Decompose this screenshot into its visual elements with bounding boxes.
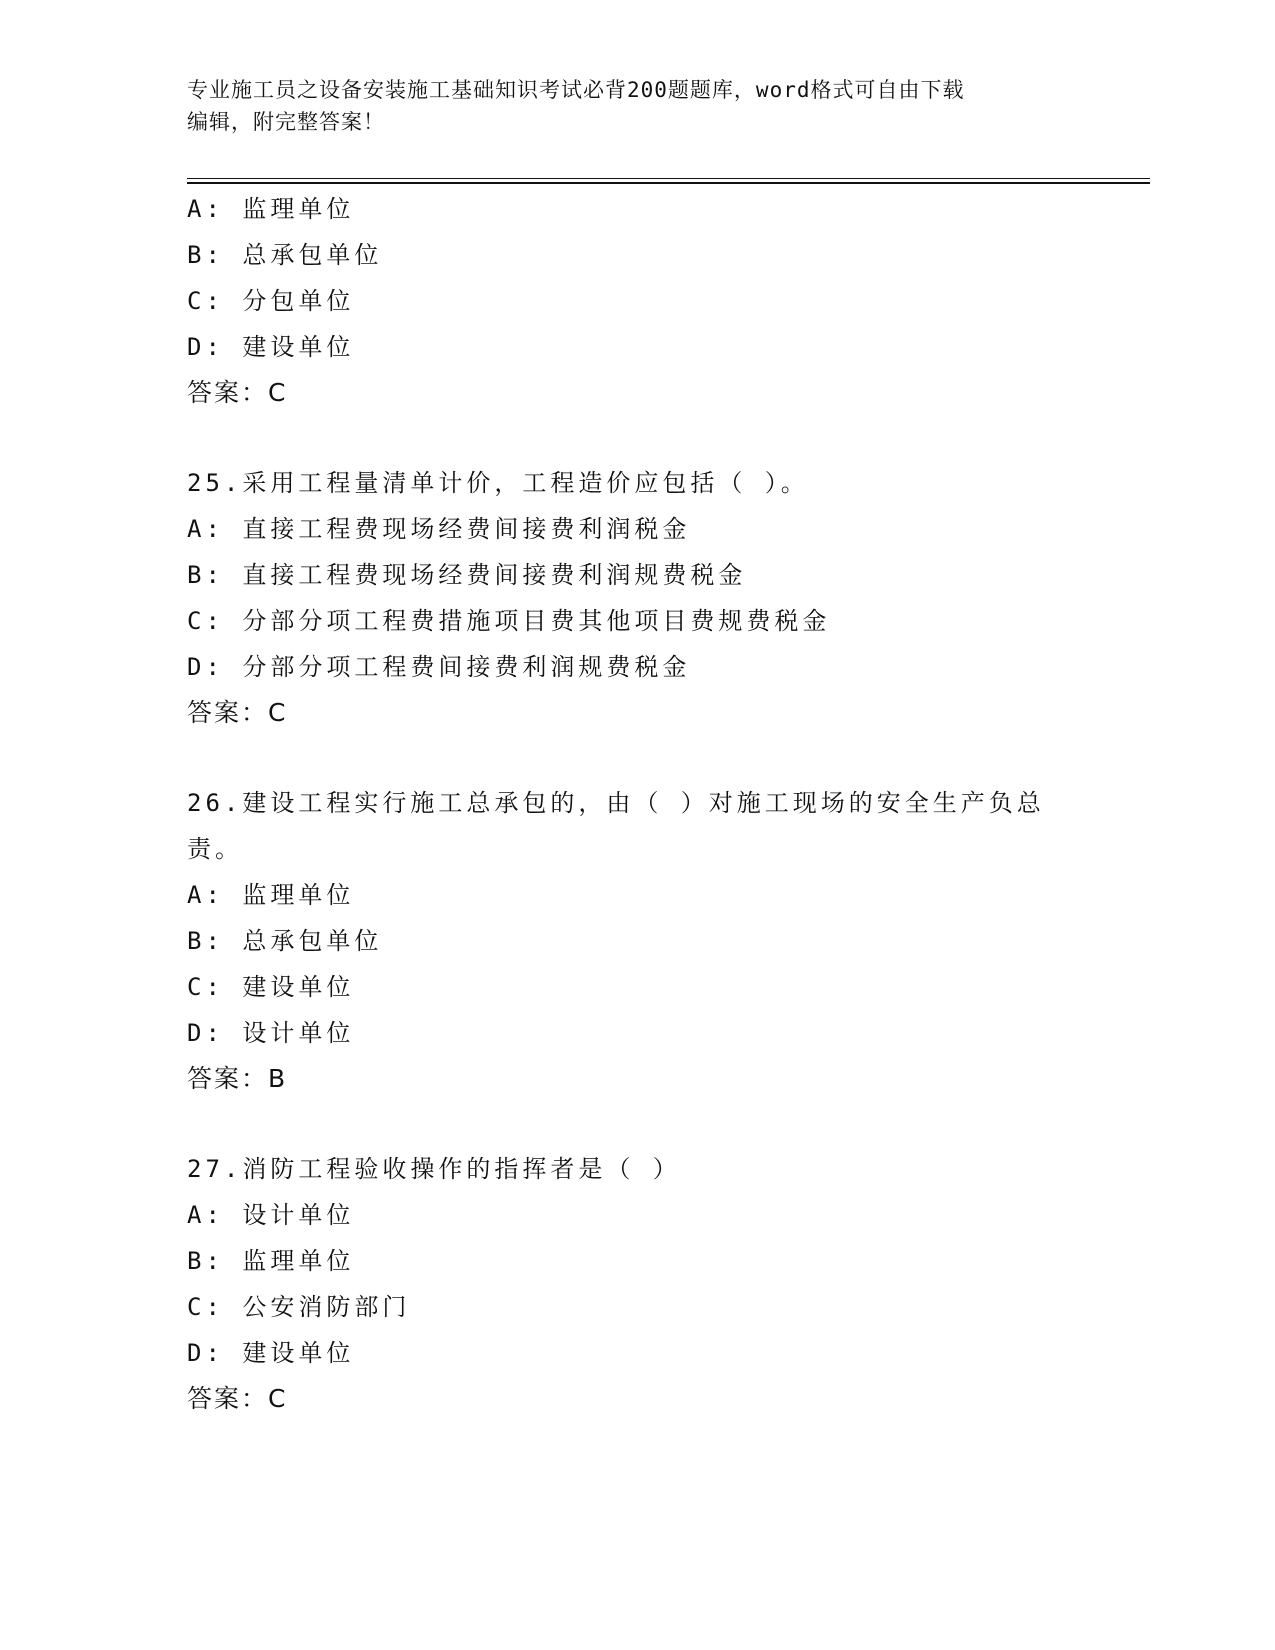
- page-header: [187, 74, 1067, 138]
- question-list: [187, 186, 1067, 1422]
- header-title-line1: 专业施工员之设备安装施工基础知识考试必背200题题库，word格式可自由下载: [187, 78, 965, 102]
- option-c: C: 建设单位: [187, 973, 355, 1001]
- question-block-25: [187, 460, 1067, 736]
- option-d: D: 设计单位: [187, 1019, 355, 1047]
- question-text-line2: 责。: [187, 835, 243, 863]
- answer-line: 答案：C: [187, 1384, 288, 1413]
- question-text: 25.采用工程量清单计价，工程造价应包括（ ）。: [187, 469, 809, 497]
- answer-line: 答案：B: [187, 1064, 288, 1093]
- option-a: A: 直接工程费现场经费间接费利润税金: [187, 515, 691, 543]
- option-d: D: 建设单位: [187, 1339, 355, 1367]
- header-divider-thin: [187, 178, 1150, 179]
- option-c: C: 公安消防部门: [187, 1293, 411, 1321]
- option-a: A: 设计单位: [187, 1201, 355, 1229]
- question-block-24: [187, 186, 1067, 416]
- question-text: 27.消防工程验收操作的指挥者是（ ）: [187, 1155, 681, 1183]
- option-b: B: 监理单位: [187, 1247, 355, 1275]
- option-a: A: 监理单位: [187, 881, 355, 909]
- question-block-26: [187, 780, 1067, 1102]
- option-b: B: 总承包单位: [187, 241, 383, 269]
- question-block-27: [187, 1146, 1067, 1422]
- option-d: D: 分部分项工程费间接费利润规费税金: [187, 653, 691, 681]
- question-text: [187, 780, 1067, 872]
- option-c: C: 分部分项工程费措施项目费其他项目费规费税金: [187, 607, 831, 635]
- answer-line: 答案：C: [187, 698, 288, 727]
- header-divider-thick: [187, 182, 1150, 184]
- option-c: C: 分包单位: [187, 287, 355, 315]
- answer-line: 答案：C: [187, 378, 288, 407]
- question-text-line1: 26.建设工程实行施工总承包的，由（ ）对施工现场的安全生产负总: [187, 789, 1045, 817]
- option-a: A: 监理单位: [187, 195, 355, 223]
- header-title-line2: 编辑，附完整答案！: [187, 110, 385, 134]
- option-b: B: 总承包单位: [187, 927, 383, 955]
- option-d: D: 建设单位: [187, 333, 355, 361]
- option-b: B: 直接工程费现场经费间接费利润规费税金: [187, 561, 747, 589]
